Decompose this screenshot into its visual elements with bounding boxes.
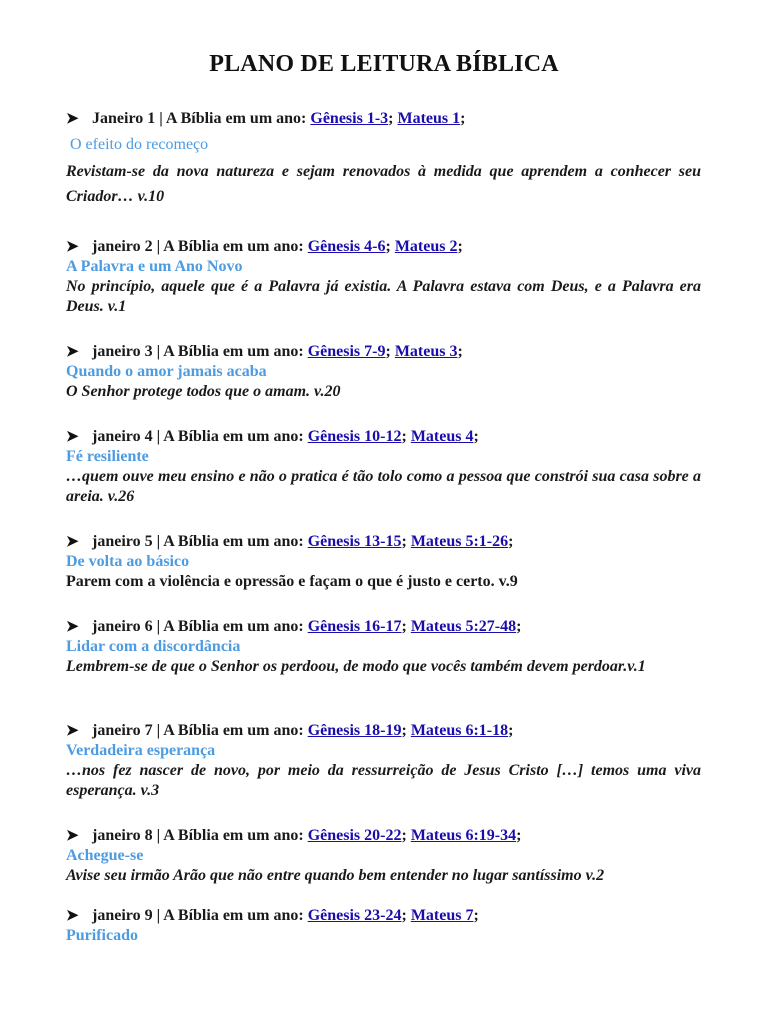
entry-heading: ➤ janeiro 2 | A Bíblia em um ano: Gênesis 4-6; Mateus 2; [66, 238, 463, 255]
entry-subtitle: Verdadeira esperança [66, 742, 216, 759]
reading-entry [66, 721, 701, 801]
reading-link-mateus[interactable]: Mateus 2 [394, 238, 458, 255]
reading-entry [66, 109, 701, 209]
reading-entry [66, 427, 701, 507]
reading-link-genesis[interactable]: Gênesis 13-15 [307, 533, 402, 550]
entry-verse: Lembrem-se de que o Senhor os perdoou, de modo que vocês também devem perdoar.v.1 [66, 658, 646, 675]
reading-entry [66, 906, 701, 946]
entry-day: janeiro 3 [92, 343, 153, 360]
reading-link-genesis[interactable]: Gênesis 10-12 [307, 428, 402, 445]
entry-day: janeiro 2 [92, 238, 153, 255]
reading-entry [66, 826, 701, 886]
reading-link-mateus[interactable]: Mateus 3 [394, 343, 458, 360]
entry-day: janeiro 8 [92, 827, 153, 844]
entry-verse: …nos fez nascer de novo, por meio da ressurreição de Jesus Cristo […] temos uma viva esperança. v.3 [66, 762, 701, 799]
reading-entry [66, 342, 701, 402]
entry-heading: ➤ janeiro 7 | A Bíblia em um ano: Gênesis 18-19; Mateus 6:1-18; [66, 722, 514, 739]
reading-link-genesis[interactable]: Gênesis 20-22 [307, 827, 402, 844]
entry-day: janeiro 6 [92, 618, 153, 635]
arrowhead-bullet-icon: ➤ [66, 429, 79, 445]
arrowhead-bullet-icon: ➤ [66, 828, 79, 844]
entry-subtitle: A Palavra e um Ano Novo [66, 258, 243, 275]
reading-link-mateus[interactable]: Mateus 6:19-34 [410, 827, 517, 844]
arrowhead-bullet-icon: ➤ [66, 534, 79, 550]
reading-link-mateus[interactable]: Mateus 7 [410, 907, 474, 924]
entry-subtitle: Purificado [66, 927, 138, 944]
arrowhead-bullet-icon: ➤ [66, 111, 79, 127]
reading-link-mateus[interactable]: Mateus 5:1-26 [410, 533, 509, 550]
arrowhead-bullet-icon: ➤ [66, 908, 79, 924]
reading-link-mateus[interactable]: Mateus 4 [410, 428, 474, 445]
entry-subtitle: Achegue-se [66, 847, 144, 864]
arrowhead-bullet-icon: ➤ [66, 619, 79, 635]
reading-link-genesis[interactable]: Gênesis 7-9 [307, 343, 386, 360]
entry-heading: ➤ janeiro 9 | A Bíblia em um ano: Gênesis 23-24; Mateus 7; [66, 907, 479, 924]
entry-verse: …quem ouve meu ensino e não o pratica é tão tolo como a pessoa que constrói sua casa sobre a areia. v.26 [66, 468, 701, 505]
entry-heading: ➤ janeiro 6 | A Bíblia em um ano: Gênesis 16-17; Mateus 5:27-48; [66, 618, 522, 635]
arrowhead-bullet-icon: ➤ [66, 239, 79, 255]
entry-verse: Avise seu irmão Arão que não entre quando bem entender no lugar santíssimo v.2 [66, 867, 605, 884]
entry-subtitle: Fé resiliente [66, 448, 149, 465]
entry-heading: ➤ Janeiro 1 | A Bíblia em um ano: Gênesis 1-3; Mateus 1; [66, 110, 466, 127]
entry-day: Janeiro 1 [92, 110, 156, 127]
entry-heading: ➤ janeiro 4 | A Bíblia em um ano: Gênesis 10-12; Mateus 4; [66, 428, 479, 445]
reading-link-mateus[interactable]: Mateus 1 [397, 110, 461, 127]
reading-link-genesis[interactable]: Gênesis 16-17 [307, 618, 402, 635]
entry-verse: No princípio, aquele que é a Palavra já existia. A Palavra estava com Deus, e a Palavra era Deus. v.1 [66, 278, 701, 315]
entry-subtitle: Quando o amor jamais acaba [66, 363, 267, 380]
entry-heading: ➤ janeiro 3 | A Bíblia em um ano: Gênesis 7-9; Mateus 3; [66, 343, 463, 360]
entry-day: janeiro 5 [92, 533, 153, 550]
entry-day: janeiro 7 [92, 722, 153, 739]
reading-link-genesis[interactable]: Gênesis 18-19 [307, 722, 402, 739]
entry-heading: ➤ janeiro 5 | A Bíblia em um ano: Gênesis 13-15; Mateus 5:1-26; [66, 533, 514, 550]
reading-link-genesis[interactable]: Gênesis 1-3 [310, 110, 389, 127]
reading-link-genesis[interactable]: Gênesis 23-24 [307, 907, 402, 924]
entry-subtitle: Lidar com a discordância [66, 638, 241, 655]
reading-link-mateus[interactable]: Mateus 6:1-18 [410, 722, 509, 739]
reading-entry [66, 532, 701, 592]
reading-entry [66, 617, 701, 677]
entry-day: janeiro 4 [92, 428, 153, 445]
entry-day: janeiro 9 [92, 907, 153, 924]
reading-entry [66, 237, 701, 317]
entry-verse: Revistam-se da nova natureza e sejam renovados à medida que aprendem a conhecer seu Criador… v.10 [66, 163, 701, 205]
entry-subtitle: De volta ao básico [66, 553, 190, 570]
entry-verse: O Senhor protege todos que o amam. v.20 [66, 383, 341, 400]
arrowhead-bullet-icon: ➤ [66, 723, 79, 739]
page-title: PLANO DE LEITURA BÍBLICA [209, 51, 559, 77]
entry-heading: ➤ janeiro 8 | A Bíblia em um ano: Gênesis 20-22; Mateus 6:19-34; [66, 827, 522, 844]
entry-verse: Parem com a violência e opressão e façam o que é justo e certo. v.9 [66, 573, 518, 590]
arrowhead-bullet-icon: ➤ [66, 344, 79, 360]
reading-link-genesis[interactable]: Gênesis 4-6 [307, 238, 386, 255]
reading-link-mateus[interactable]: Mateus 5:27-48 [410, 618, 517, 635]
entry-subtitle: O efeito do recomeço [70, 136, 209, 153]
